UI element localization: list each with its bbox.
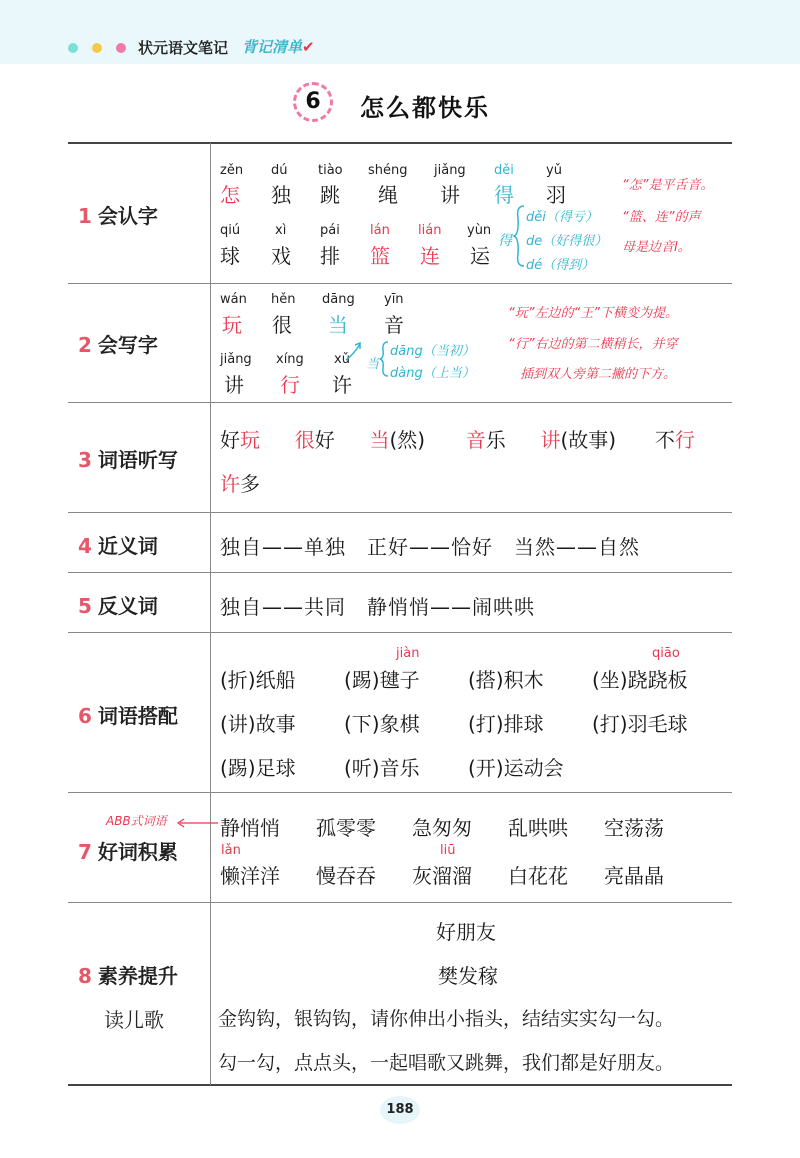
- section-number: 3: [78, 448, 92, 472]
- poem-line: 勾一勾，点点头，一起唱歌又跳舞，我们都是好朋友。: [218, 1052, 675, 1074]
- char: 讲: [224, 373, 244, 397]
- good-word: 灰溜溜: [412, 864, 472, 888]
- pinyin: jiàn: [396, 646, 420, 661]
- dot-yellow: [92, 43, 102, 53]
- good-word: 孤零零: [316, 816, 376, 840]
- section-name: 近义词: [97, 534, 158, 558]
- section-name: 词语听写: [97, 448, 178, 472]
- collocation: (开)运动会: [468, 756, 564, 780]
- char: 讲: [440, 183, 460, 207]
- arrow-line-icon: [176, 816, 220, 830]
- lesson-number: 6: [293, 82, 333, 122]
- section-label-5: [78, 590, 158, 619]
- good-word: 慢吞吞: [316, 864, 376, 888]
- char: 当: [328, 313, 348, 337]
- row-divider: [68, 632, 732, 633]
- word-part: 多: [240, 472, 260, 496]
- polyphone-reading: dé（得到）: [526, 258, 595, 273]
- row-divider: [68, 512, 732, 513]
- good-word: 空荡荡: [604, 816, 664, 840]
- row-divider: [68, 572, 732, 573]
- dictation-line-1: [220, 424, 695, 453]
- pinyin: dú: [271, 163, 288, 178]
- word-part: 好: [220, 428, 240, 452]
- collocation: (打)排球: [468, 712, 544, 736]
- section-label-7: [78, 836, 178, 865]
- note: “玩”左边的“王”下横变为提。: [508, 306, 678, 321]
- section-name: 素养提升: [97, 964, 178, 988]
- section-number: 4: [78, 534, 92, 558]
- pinyin: hěn: [271, 292, 296, 307]
- note: 母是边音l。: [622, 240, 691, 255]
- section-label-1: [78, 200, 158, 229]
- row-divider: [68, 402, 732, 403]
- dictation-line-2: [220, 468, 260, 497]
- brace-icon: [378, 340, 390, 378]
- abb-note: ABB式词语: [106, 814, 167, 828]
- row-divider: [68, 792, 732, 793]
- section-label-6: [78, 700, 178, 729]
- char: 得: [494, 183, 514, 207]
- poem-title: 好朋友: [436, 920, 496, 944]
- good-word: 白花花: [508, 864, 568, 888]
- pinyin: dāng: [322, 292, 355, 307]
- brace-icon: [512, 204, 526, 268]
- page-header: [0, 0, 800, 64]
- subtitle-text: 背记清单: [242, 38, 303, 56]
- section-number: 2: [78, 333, 92, 357]
- polyphone-reading: děi（得亏）: [526, 210, 598, 225]
- note: “篮、连”的声: [622, 210, 701, 225]
- note: 插到双人旁第二撇的下方。: [520, 367, 677, 382]
- section-number: 5: [78, 594, 92, 618]
- collocation: (下)象棋: [344, 712, 420, 736]
- word-part: 好: [314, 428, 335, 452]
- lesson-title: 怎么都快乐: [360, 94, 490, 122]
- good-word: 懒洋洋: [220, 864, 280, 888]
- table-top-border: [68, 142, 732, 144]
- poem-author: 樊发稼: [438, 964, 498, 988]
- polyphone-reading: de（好得很）: [526, 234, 608, 249]
- polyphone-reading: dāng（当初）: [390, 344, 475, 359]
- char: 很: [272, 313, 292, 337]
- char: 行: [280, 373, 300, 397]
- pinyin: děi: [494, 163, 514, 178]
- page-number: 188: [380, 1096, 420, 1124]
- polyphone-char: 当: [366, 357, 380, 372]
- check-icon: ✔: [302, 38, 315, 56]
- pinyin: lián: [418, 223, 442, 238]
- polyphone-char: 得: [498, 233, 512, 249]
- good-word: 急匆匆: [412, 816, 472, 840]
- char: 独: [271, 183, 291, 207]
- collocation: (搭)积木: [468, 668, 544, 692]
- section-name: 会认字: [97, 204, 158, 228]
- header-subtitle: [242, 36, 315, 57]
- good-word: 亮晶晶: [604, 864, 664, 888]
- good-word: 乱哄哄: [508, 816, 568, 840]
- synonym-list: 独自——单独 正好——恰好 当然——自然: [220, 535, 640, 559]
- arrow-icon: [344, 340, 364, 362]
- word-part: (然): [389, 428, 426, 452]
- char: 连: [420, 244, 440, 268]
- pinyin: jiǎng: [434, 163, 466, 178]
- pinyin: xíng: [276, 352, 304, 367]
- row-divider: [68, 902, 732, 903]
- char: 跳: [320, 183, 340, 207]
- poem-line: 金钩钩，银钩钩，请你伸出小指头，结结实实勾一勾。: [218, 1008, 675, 1030]
- pinyin: jiǎng: [220, 352, 252, 367]
- char: 玩: [222, 313, 242, 337]
- pinyin: wán: [220, 292, 247, 307]
- brand-title: 状元语文笔记: [138, 39, 229, 57]
- section-number: 7: [78, 840, 92, 864]
- pinyin: liū: [440, 843, 456, 858]
- pinyin: yīn: [384, 292, 404, 307]
- collocation: (折)纸船: [220, 668, 296, 692]
- section-name: 反义词: [97, 594, 158, 618]
- word-part: 很: [294, 428, 315, 452]
- word-part: 玩: [240, 428, 260, 452]
- collocation: (讲)故事: [220, 712, 296, 736]
- word-part: 音: [465, 428, 486, 452]
- section-name: 词语搭配: [97, 704, 178, 728]
- word-part: 讲: [540, 428, 561, 452]
- pinyin: xì: [275, 223, 287, 238]
- section-label-2: [78, 329, 158, 358]
- section-label-8: [78, 960, 178, 989]
- antonym-list: 独自——共同 静悄悄——闹哄哄: [220, 595, 535, 619]
- char: 球: [220, 244, 240, 268]
- word-part: 乐: [485, 428, 506, 452]
- note: “怎”是平舌音。: [622, 178, 714, 193]
- char: 篮: [370, 244, 390, 268]
- pinyin: qiāo: [652, 646, 680, 661]
- char: 运: [470, 244, 490, 268]
- pinyin: lán: [370, 223, 390, 238]
- char: 羽: [546, 183, 566, 207]
- polyphone-reading: dàng（上当）: [390, 366, 475, 381]
- char: 绳: [378, 183, 398, 207]
- pinyin: yùn: [467, 223, 492, 238]
- collocation: (坐)跷跷板: [592, 668, 688, 692]
- char: 音: [384, 313, 404, 337]
- collocation: (打)羽毛球: [592, 712, 688, 736]
- good-word: 静悄悄: [220, 816, 280, 840]
- pinyin: lǎn: [221, 843, 241, 858]
- word-part: 当: [369, 428, 390, 452]
- table-bottom-border: [68, 1084, 732, 1086]
- pinyin: zěn: [220, 163, 244, 178]
- word-part: 行: [674, 428, 695, 452]
- section-label-4: [78, 530, 158, 559]
- collocation: (听)音乐: [344, 756, 420, 780]
- pinyin: pái: [320, 223, 340, 238]
- section-name: 会写字: [97, 333, 158, 357]
- section-number: 8: [78, 964, 92, 988]
- pinyin: shéng: [368, 163, 408, 178]
- word-part: 不: [654, 428, 675, 452]
- char: 戏: [271, 244, 291, 268]
- word-part: 许: [220, 472, 240, 496]
- section-label-8-sub: 读儿歌: [104, 1008, 164, 1032]
- word-part: (故事): [560, 428, 617, 452]
- section-label-3: [78, 444, 178, 473]
- pinyin: qiú: [220, 223, 241, 238]
- char: 排: [320, 244, 340, 268]
- dot-pink: [116, 43, 126, 53]
- section-name: 好词积累: [97, 840, 178, 864]
- row-divider: [68, 283, 732, 284]
- pinyin: tiào: [318, 163, 343, 178]
- note: “行”右边的第二横稍长，并穿: [508, 337, 678, 352]
- collocation: (踢)足球: [220, 756, 296, 780]
- pinyin: yǔ: [546, 163, 562, 178]
- char: 怎: [220, 183, 240, 207]
- column-divider: [210, 143, 211, 1085]
- pinyin: xǔ: [334, 352, 350, 367]
- section-number: 1: [78, 204, 92, 228]
- collocation: (踢)毽子: [344, 668, 420, 692]
- char: 许: [332, 373, 352, 397]
- section-number: 6: [78, 704, 92, 728]
- dot-teal: [68, 43, 78, 53]
